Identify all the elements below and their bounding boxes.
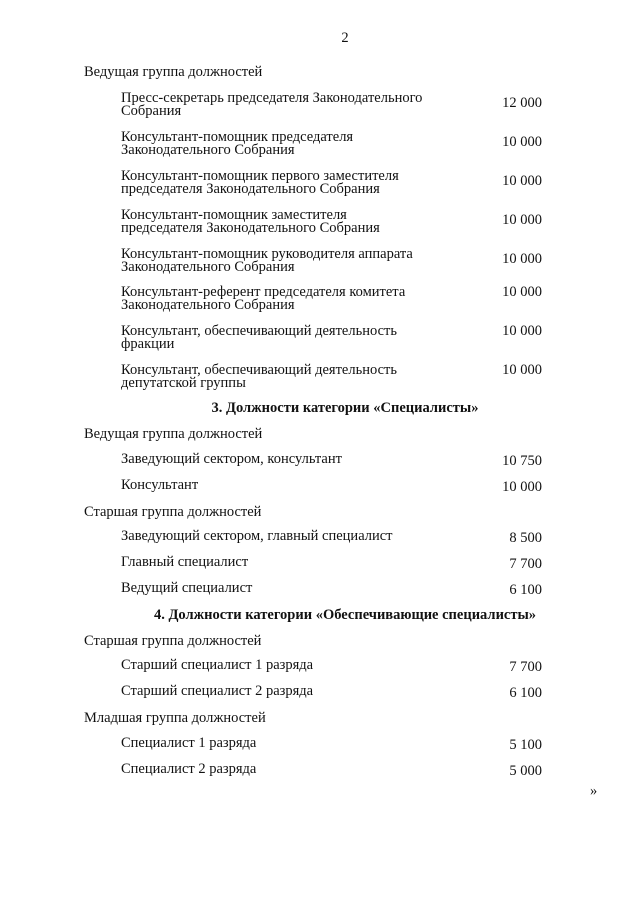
position-line: Собрания <box>121 103 182 119</box>
group-title: Старшая группа должностей <box>84 633 262 649</box>
salary-value: 10 000 <box>502 251 542 267</box>
position-item <box>121 364 461 390</box>
salary-value: 7 700 <box>509 659 542 675</box>
position-line: Консультант, обеспечивающий деятельность <box>121 323 397 339</box>
position-line: Консультант-помощник руководителя аппарата <box>121 246 413 262</box>
position-item <box>121 170 461 196</box>
position-line: Специалист 1 разряда <box>121 735 257 751</box>
position-item <box>121 479 461 492</box>
position-line: Консультант-помощник председателя <box>121 129 354 145</box>
position-line: Специалист 2 разряда <box>121 761 257 777</box>
position-line: Консультант-помощник первого заместителя <box>121 168 399 184</box>
group-title: Младшая группа должностей <box>84 710 266 726</box>
section-heading: 4. Должности категории «Обеспечивающие специалисты» <box>153 607 537 623</box>
position-item <box>121 530 461 543</box>
salary-value: 6 100 <box>509 685 542 701</box>
position-item <box>121 325 461 351</box>
position-line: Старший специалист 1 разряда <box>121 657 314 673</box>
position-item <box>121 209 461 235</box>
position-line: Главный специалист <box>121 554 249 570</box>
position-line: Заведующий сектором, консультант <box>121 451 342 467</box>
salary-value: 5 000 <box>509 763 542 779</box>
position-line: фракции <box>121 336 175 352</box>
salary-value: 10 000 <box>502 173 542 189</box>
position-line: Консультант <box>121 477 199 493</box>
position-item <box>121 248 461 274</box>
position-item <box>121 659 461 672</box>
salary-value: 6 100 <box>509 582 542 598</box>
position-item <box>121 556 461 569</box>
position-line: Заведующий сектором, главный специалист <box>121 528 393 544</box>
salary-value: 5 100 <box>509 737 542 753</box>
position-item <box>121 737 461 750</box>
salary-value: 10 000 <box>502 212 542 228</box>
position-line: Законодательного Собрания <box>121 142 295 158</box>
page-number: 2 <box>341 30 349 46</box>
position-item <box>121 763 461 776</box>
salary-value: 7 700 <box>509 556 542 572</box>
group-title: Ведущая группа должностей <box>84 426 263 442</box>
position-line: Законодательного Собрания <box>121 297 295 313</box>
position-item <box>121 286 461 312</box>
salary-value: 10 000 <box>502 284 542 300</box>
position-line: Ведущий специалист <box>121 580 253 596</box>
salary-value: 8 500 <box>509 530 542 546</box>
position-item <box>121 92 461 118</box>
position-line: председателя Законодательного Собрания <box>121 181 380 197</box>
group-title: Ведущая группа должностей <box>84 64 263 80</box>
position-line: Консультант-помощник заместителя <box>121 207 347 223</box>
salary-value: 10 000 <box>502 479 542 495</box>
position-item <box>121 131 461 157</box>
salary-value: 10 000 <box>502 362 542 378</box>
position-line: Консультант-референт председателя комитета <box>121 284 406 300</box>
salary-value: 10 750 <box>502 453 542 469</box>
position-line: Законодательного Собрания <box>121 259 295 275</box>
position-line: председателя Законодательного Собрания <box>121 220 380 236</box>
position-line: Консультант, обеспечивающий деятельность <box>121 362 397 378</box>
position-item <box>121 453 461 466</box>
closing-quote: » <box>590 783 598 799</box>
salary-value: 12 000 <box>502 95 542 111</box>
position-line: депутатской группы <box>121 375 246 391</box>
position-item <box>121 582 461 595</box>
position-line: Старший специалист 2 разряда <box>121 683 314 699</box>
position-line: Пресс-секретарь председателя Законодательного <box>121 90 423 106</box>
group-title: Старшая группа должностей <box>84 504 262 520</box>
position-item <box>121 685 461 698</box>
section-heading: 3. Должности категории «Специалисты» <box>211 400 479 416</box>
salary-value: 10 000 <box>502 323 542 339</box>
salary-value: 10 000 <box>502 134 542 150</box>
